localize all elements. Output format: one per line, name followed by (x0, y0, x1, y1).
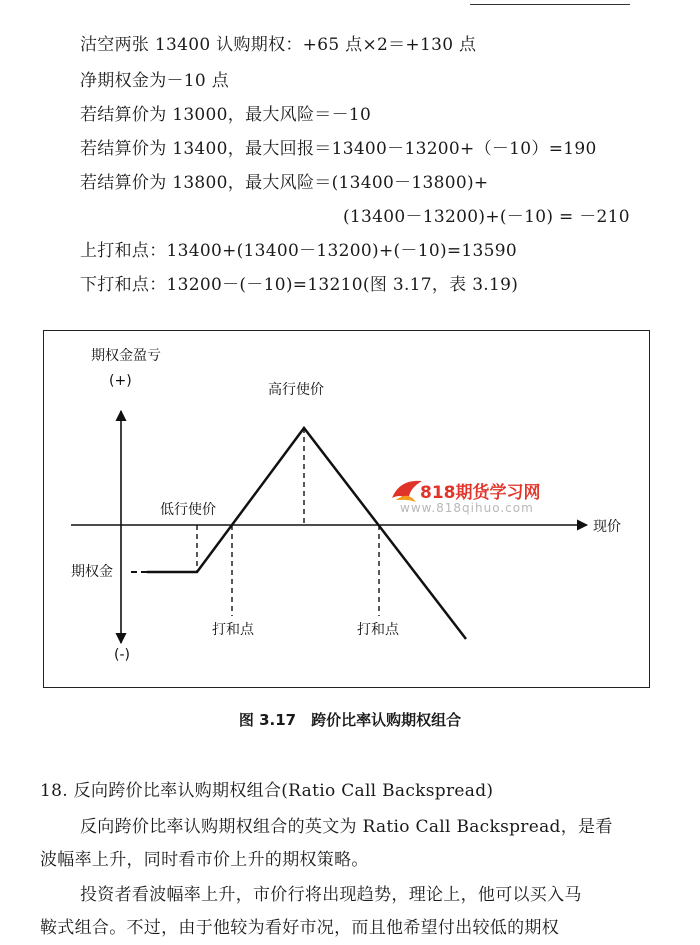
premium-label: 期权金 (71, 564, 113, 580)
paragraph-1-line-1: 反向跨价比率认购期权组合的英文为 Ratio Call Backspread，是看 (80, 817, 613, 837)
page-top-rule (470, 0, 630, 5)
x-axis-label: 现价 (593, 519, 621, 535)
breakeven-label-1: 打和点 (212, 622, 254, 638)
watermark-title: 818期货学习网 (420, 483, 541, 503)
text-line-5: 若结算价为 13800，最大风险＝(13400－13800)+ (80, 173, 489, 193)
site-watermark (390, 478, 541, 515)
minus-label: (-) (114, 647, 130, 663)
paragraph-2-line-1: 投资者看波幅率上升，市价行将出现趋势，理论上，他可以买入马 (80, 885, 582, 905)
text-line-1: 沽空两张 13400 认购期权：+65 点×2＝+130 点 (80, 35, 477, 55)
paragraph-1-line-2: 波幅率上升，同时看市价上升的期权策略。 (40, 850, 369, 870)
low-strike-label: 低行使价 (160, 502, 216, 518)
watermark-url: www.818qihuo.com (400, 501, 534, 515)
payoff-diagram (44, 331, 651, 689)
y-axis-label: 期权金盈亏 (91, 348, 161, 364)
plus-label: (+) (109, 373, 132, 389)
text-line-3: 若结算价为 13000，最大风险＝－10 (80, 105, 372, 125)
text-line-4: 若结算价为 13400，最大回报＝13400－13200+（－10）=190 (80, 139, 597, 159)
breakeven-label-2: 打和点 (357, 622, 399, 638)
text-line-2: 净期权金为－10 点 (80, 71, 230, 91)
figure-caption: 图 3.17 跨价比率认购期权组合 (238, 711, 462, 729)
paragraph-2-line-2: 鞍式组合。不过，由于他较为看好市况，而且他希望付出较低的期权 (40, 918, 559, 938)
text-line-7: 上打和点：13400+(13400－13200)+(－10)=13590 (80, 241, 518, 261)
section-heading: 18. 反向跨价比率认购期权组合(Ratio Call Backspread) (40, 781, 494, 801)
high-strike-label: 高行使价 (268, 382, 324, 398)
payoff-figure (43, 330, 650, 688)
watermark-bird-icon (390, 478, 424, 504)
payoff-line (147, 428, 466, 639)
text-line-8: 下打和点：13200－(－10)=13210(图 3.17，表 3.19) (80, 275, 519, 295)
text-line-6: (13400－13200)+(－10) = －210 (343, 207, 630, 227)
